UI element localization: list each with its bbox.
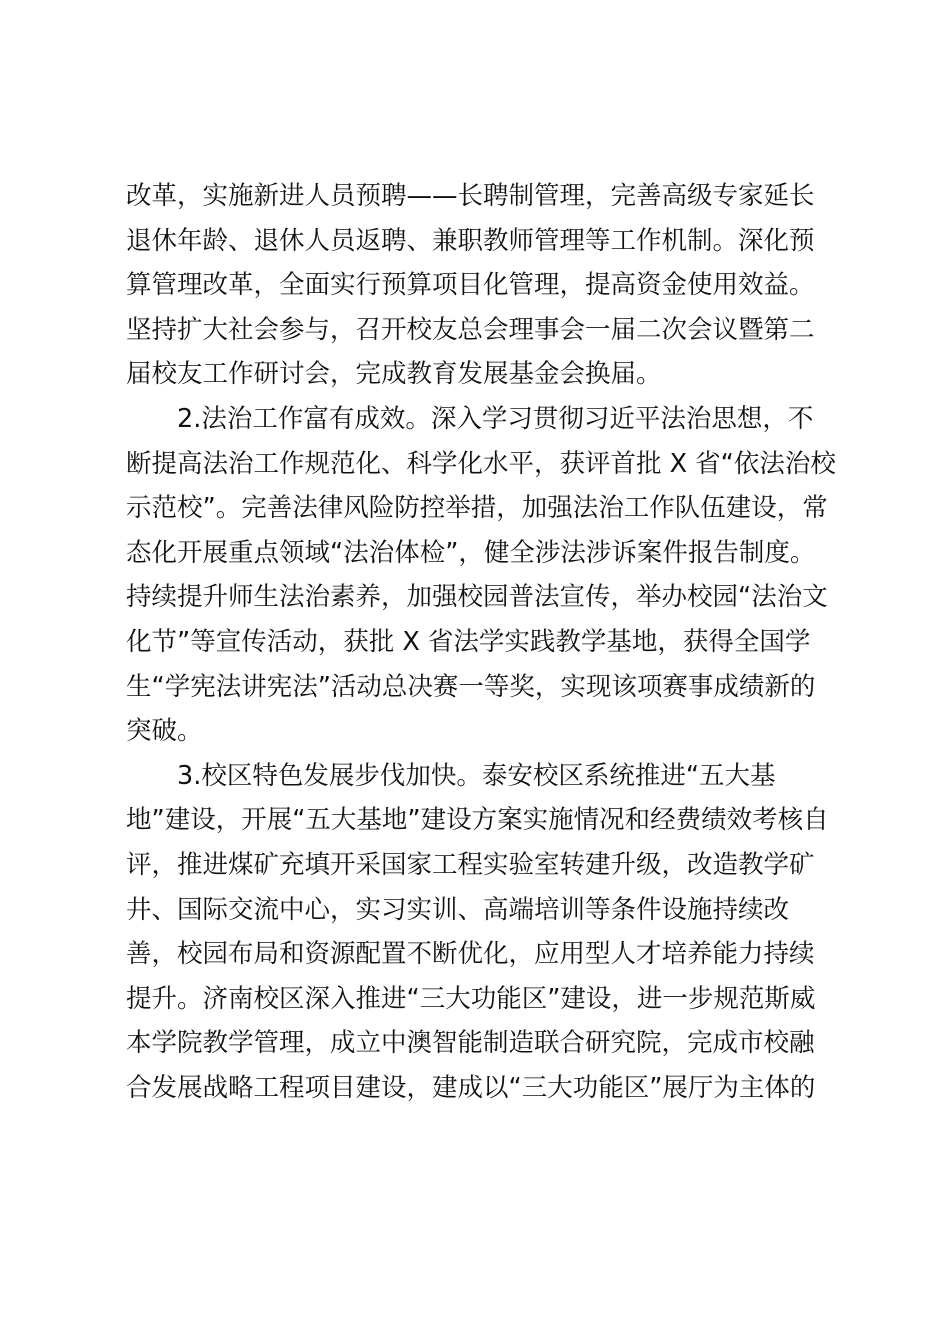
- text-line: 届校友工作研讨会，完成教育发展基金会换届。: [126, 359, 662, 390]
- text-line: 改革，实施新进人员预聘——长聘制管理，完善高级专家延长: [126, 181, 815, 211]
- body-text: [126, 174, 836, 1110]
- text-line: 善，校园布局和资源配置不断优化，应用型人才培养能力持续: [126, 939, 815, 970]
- text-line: 生“学宪法讲宪法”活动总决赛一等奖，实现该项赛事成绩新的: [126, 671, 816, 702]
- paragraph-first-line: 2.法治工作富有成效。深入学习贯彻习近平法治思想，不: [177, 403, 814, 434]
- text-line: 态化开展重点领域“法治体检”，健全涉法涉诉案件报告制度。: [126, 537, 816, 568]
- text-line: 地”建设，开展“五大基地”建设方案实施情况和经费绩效考核自: [126, 805, 829, 836]
- text-line: 提升。济南校区深入推进“三大功能区”建设，进一步规范斯威: [126, 983, 816, 1014]
- text-line: 算管理改革，全面实行预算项目化管理，提高资金使用效益。: [126, 270, 815, 301]
- text-line: 评，推进煤矿充填开采国家工程实验室转建升级，改造教学矿: [126, 849, 815, 880]
- text-line: 断提高法治工作规范化、科学化水平，获评首批 X 省“依法治校: [126, 448, 836, 479]
- text-line: 持续提升师生法治素养，加强校园普法宣传，举办校园“法治文: [126, 582, 828, 613]
- text-line: 合发展战略工程项目建设，建成以“三大功能区”展厅为主体的: [126, 1072, 816, 1103]
- text-line: 本学院教学管理，成立中澳智能制造联合研究院，完成市校融: [126, 1028, 815, 1059]
- text-line: 退休年龄、退休人员返聘、兼职教师管理等工作机制。深化预: [126, 225, 815, 256]
- text-line: 坚持扩大社会参与，召开校友总会理事会一届二次会议暨第二: [126, 314, 815, 345]
- text-line: 井、国际交流中心，实习实训、高端培训等条件设施持续改: [126, 894, 790, 925]
- text-line: 化节”等宣传活动，获批 X 省法学实践教学基地，获得全国学: [126, 626, 811, 657]
- text-line: 示范校”。完善法律风险防控举措，加强法治工作队伍建设，常: [126, 493, 828, 524]
- text-line: 突破。: [126, 716, 203, 747]
- paragraph-first-line: 3.校区特色发展步伐加快。泰安校区系统推进“五大基: [177, 760, 776, 791]
